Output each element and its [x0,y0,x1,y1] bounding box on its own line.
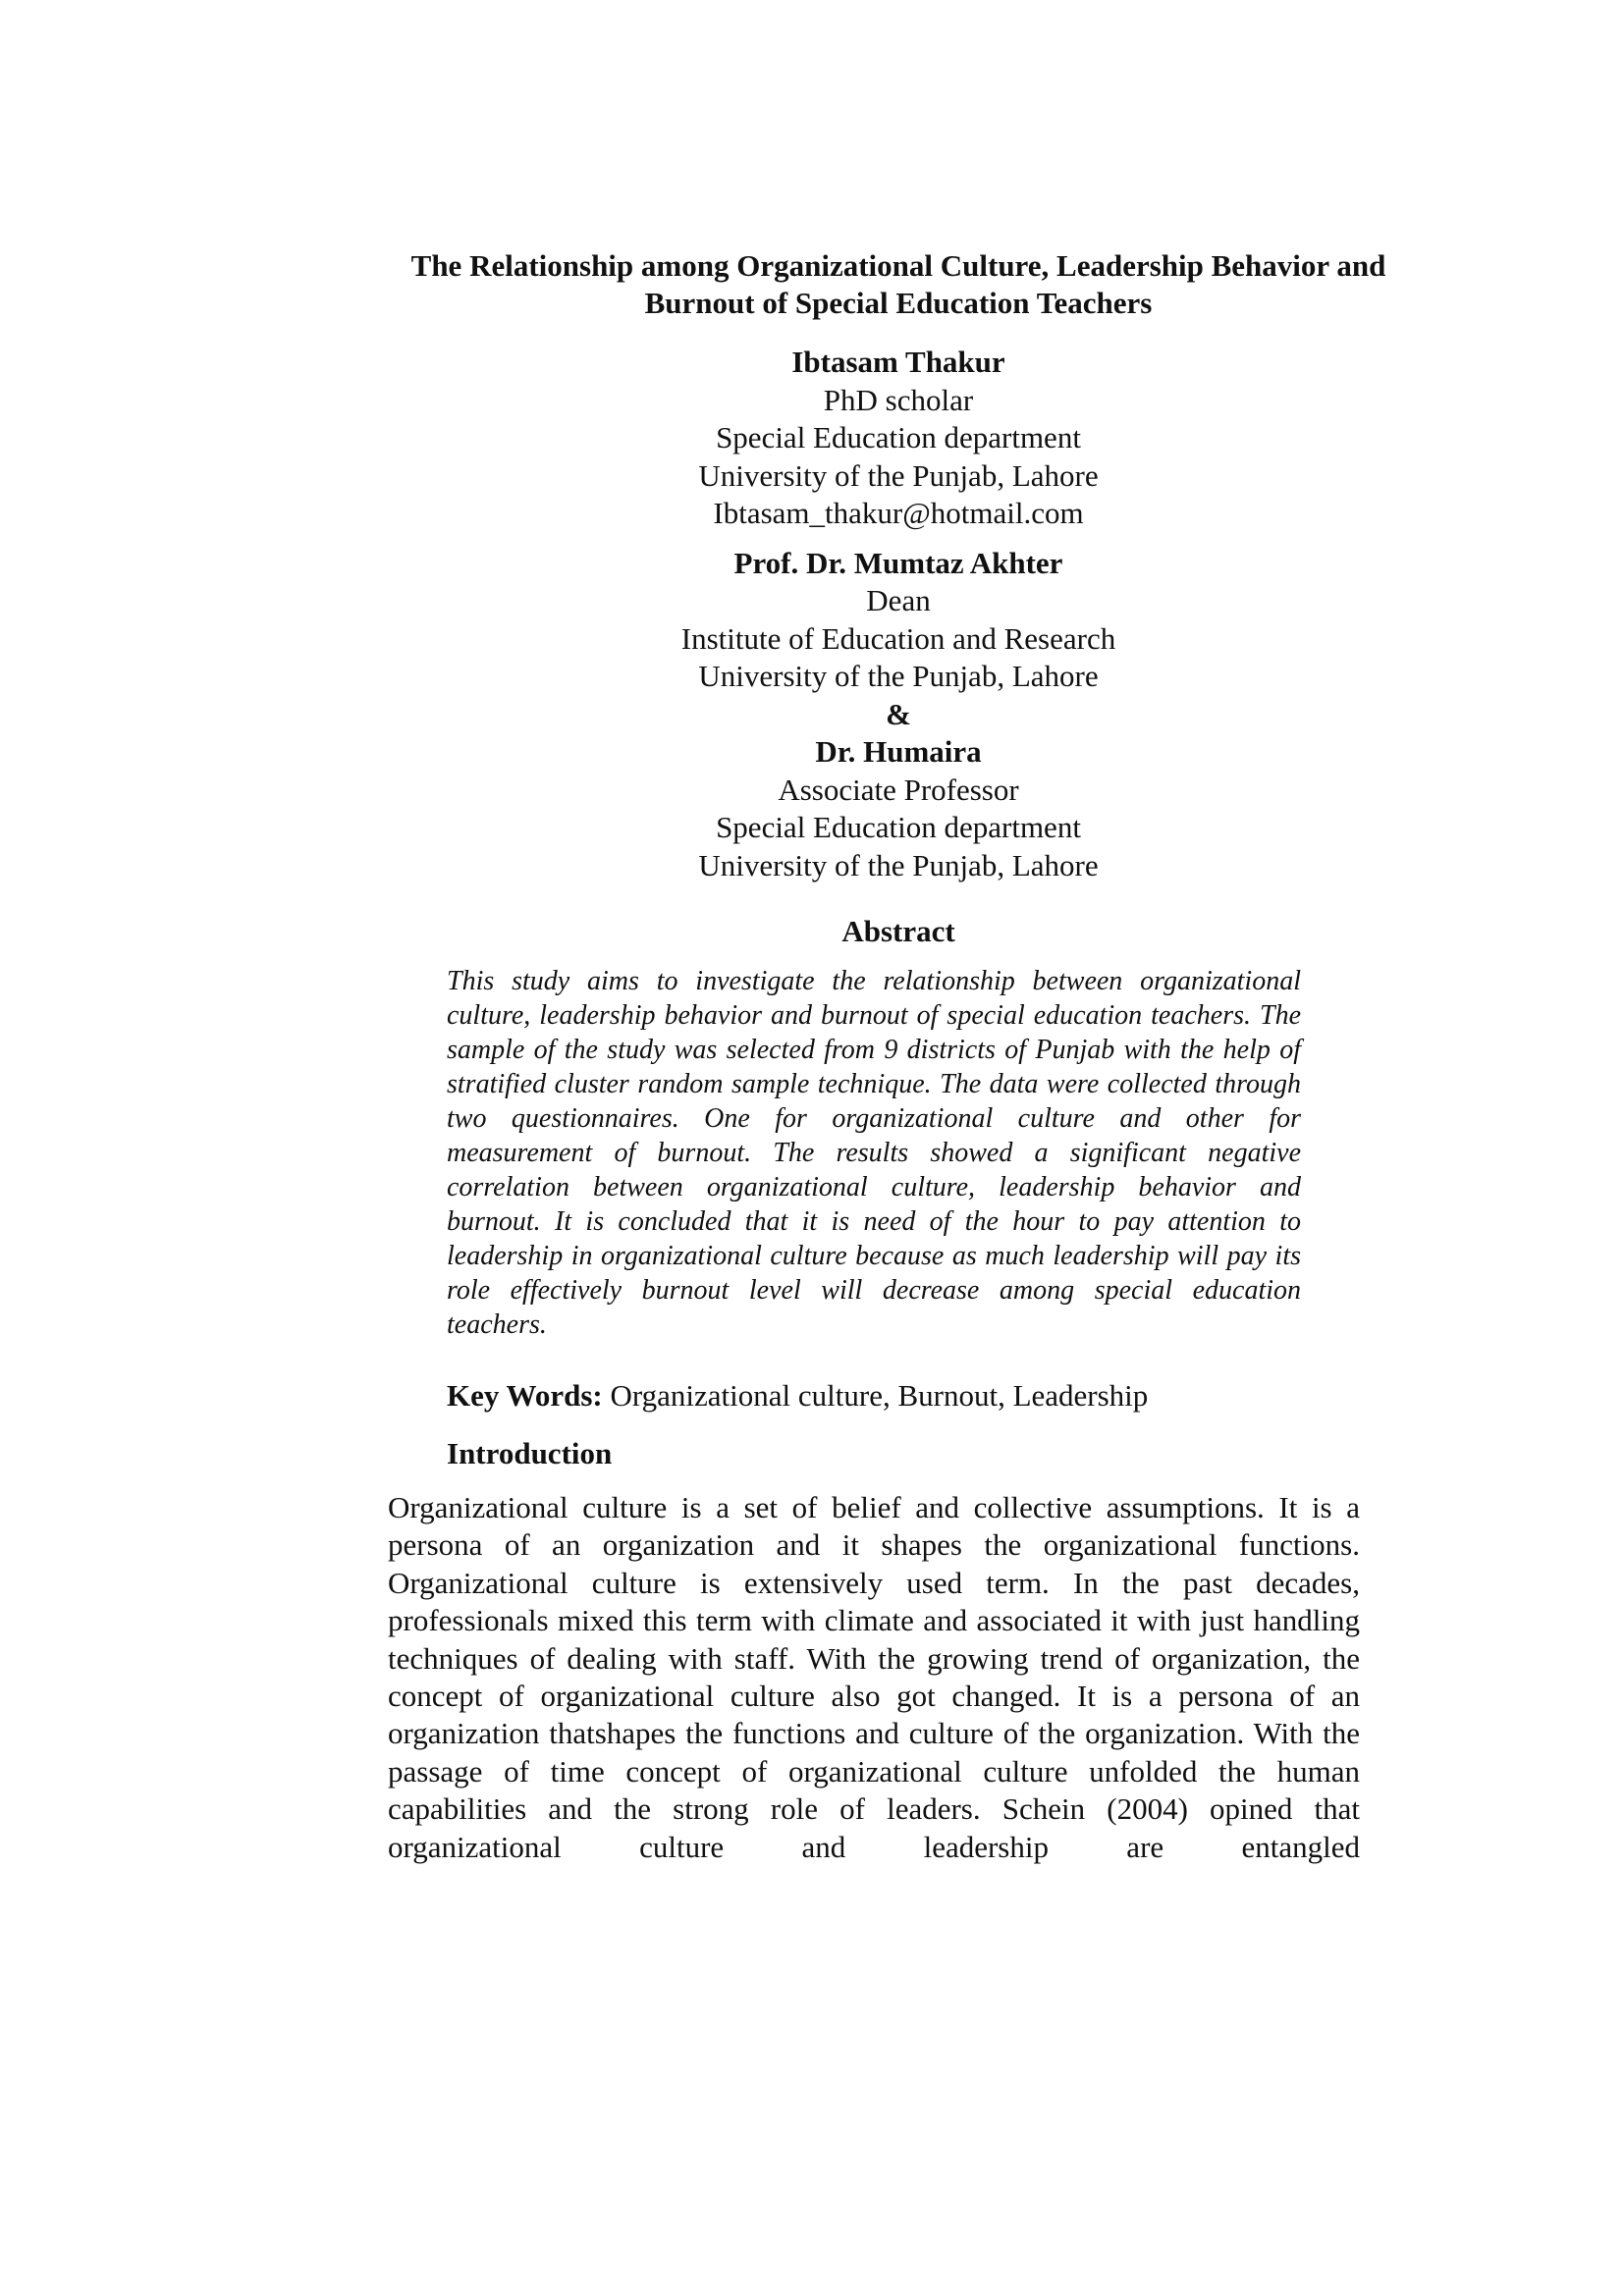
author-list [442,344,1355,884]
author-department: Institute of Education and Research [680,620,1116,656]
author-position: PhD scholar [823,382,974,417]
author-institution: University of the Punjab, Lahore [698,457,1099,493]
keywords-label: Key Words: [447,1378,603,1413]
author-email: Ibtasam_thakur@hotmail.com [713,496,1084,530]
author-department: Special Education department [716,420,1081,454]
introduction-text: Organizational culture is a set of belief and collective assumptions. It is a persona of an organization and it shapes the organizational functions. Organizational culture is extensively used term. In the past decades, professionals mixed this term with climate and associated it with just handling techniques of dealing with staff. With the growing trend of organization, the concept of organizational culture also got changed. It is a persona of an organization thatshapes the functions and culture of the organization. With the passage of time concept of organizational culture unfolded the human capabilities and the strong role of leaders. Schein (2004) opined that organizational culture and leadership are entangled [388,1490,1360,1864]
author-block [442,344,1355,533]
author-name: Prof. Dr. Mumtaz Akhter [733,545,1063,580]
author-institution: University of the Punjab, Lahore [698,847,1099,882]
author-institution: University of the Punjab, Lahore [698,659,1099,693]
author-department: Special Education department [716,810,1081,844]
introduction-heading: Introduction [447,1436,613,1470]
author-position: Dean [866,583,931,617]
author-name: Ibtasam Thakur [791,345,1005,379]
abstract-heading: Abstract [841,914,955,948]
author-block [442,545,1355,885]
abstract-text: This study aims to investigate the relationship between organizational culture, leadership behavior and burnout of special education teachers. The sample of the study was selected from 9 districts of Punjab with the help of stratified cluster random sample technique. The data were collected through two questionnaires. One for organizational culture and other for measurement of burnout. The results showed a significant negative correlation between organizational culture, leadership behavior and burnout. It is concluded that it is need of the hour to pay attention to leadership in organizational culture because as much leadership will pay its role effectively burnout level will decrease among special education teachers. [447,966,1301,1340]
author-separator: & [886,696,911,731]
keywords [447,1377,1330,1415]
author-position: Associate Professor [778,772,1019,807]
paper-title: The Relationship among Organizational Culture, Leadership Behavior and Burnout of Special Education Teachers [410,248,1386,320]
keywords-value: Organizational culture, Burnout, Leadership [610,1378,1149,1413]
author-name: Dr. Humaira [815,734,982,769]
